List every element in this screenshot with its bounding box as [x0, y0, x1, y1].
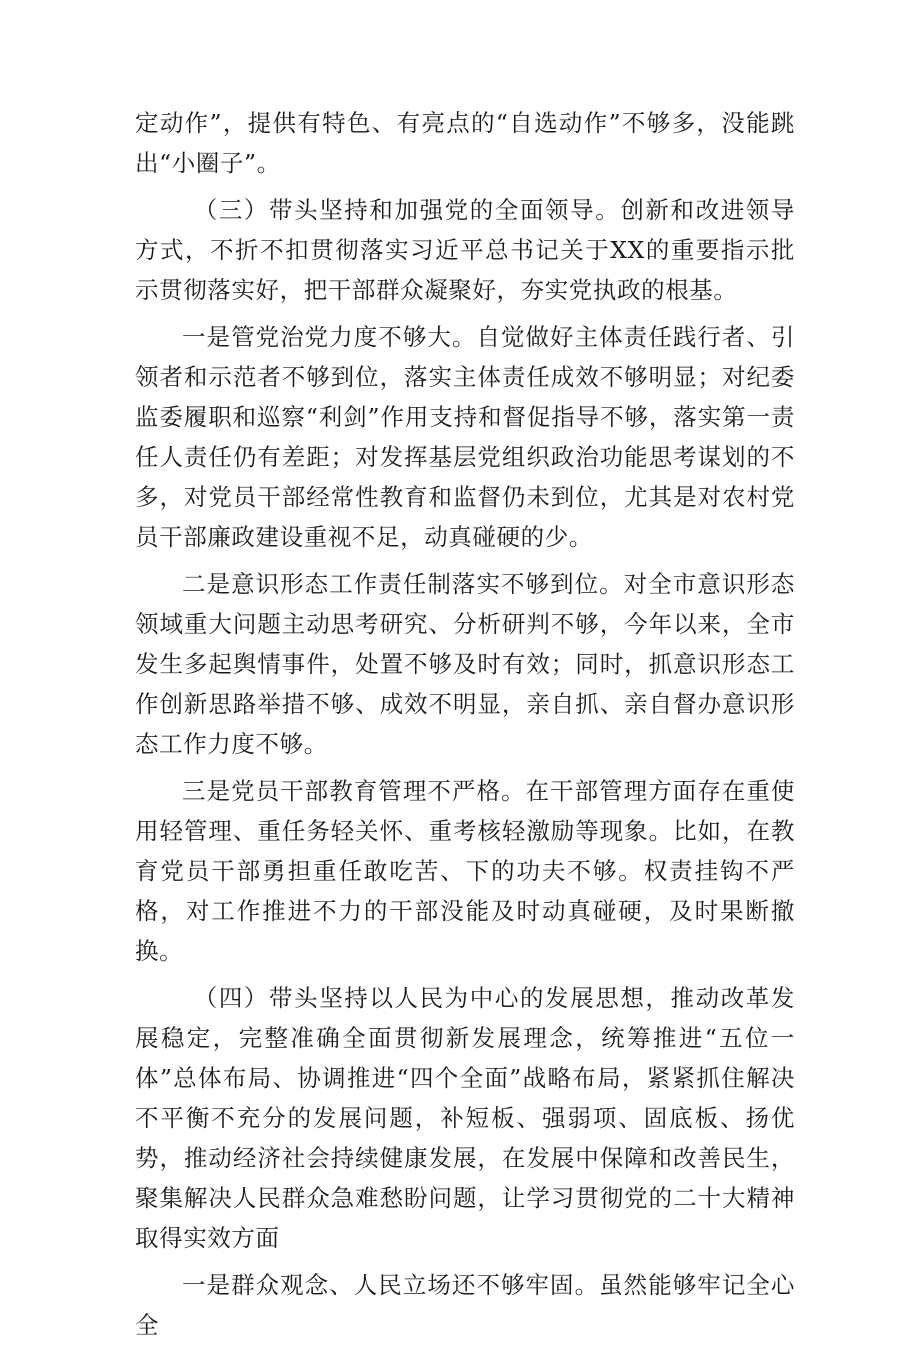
- paragraph-continuation: 定动作”，提供有特色、有亮点的“自选动作”不够多，没能跳出“小圈子”。: [135, 109, 795, 177]
- paragraph-point-one-section-four: 一是群众观念、人民立场还不够牢固。虽然能够牢记全心全: [135, 1271, 795, 1339]
- paragraph-point-two: 二是意识形态工作责任制落实不够到位。对全市意识形态领域重大问题主动思考研究、分析研判不够，今年以来，全市发生多起舆情事件，处置不够及时有效；同时，抓意识形态工作创新思路举措不够、成效不明显，亲自抓、亲自督办意识形态工作力度不够。: [135, 570, 795, 758]
- document-body: [135, 103, 795, 1352]
- paragraph-point-three: 三是党员干部教育管理不严格。在干部管理方面存在重使用轻管理、重任务轻关怀、重考核轻激励等现象。比如，在教育党员干部勇担重任敢吃苦、下的功夫不够。权责挂钩不严格，对工作推进不力的干部没能及时动真碰硬，及时果断撤换。: [135, 777, 795, 965]
- paragraph-point-one: 一是管党治党力度不够大。自觉做好主体责任践行者、引领者和示范者不够到位，落实主体责任成效不够明显；对纪委监委履职和巡察“利剑”作用支持和督促指导不够，落实第一责任人责任仍有差距；对发挥基层党组织政治功能思考谋划的不多，对党员干部经常性教育和监督仍未到位，尤其是对农村党员干部廉政建设重视不足，动真碰硬的少。: [135, 323, 795, 551]
- section-heading-four: （四）带头坚持以人民为中心的发展思想，推动改革发展稳定，完整准确全面贯彻新发展理念，统筹推进“五位一体”总体布局、协调推进“四个全面”战略布局，紧紧抓住解决不平衡不充分的发展问题，补短板、强弱项、固底板、扬优势，推动经济社会持续健康发展，在发展中保障和改善民生，聚集解决人民群众急难愁盼问题，让学习贯彻党的二十大精神取得实效方面: [135, 984, 795, 1252]
- section-heading-three: （三）带头坚持和加强党的全面领导。创新和改进领导方式，不折不扣贯彻落实习近平总书记关于XX的重要指示批示贯彻落实好，把干部群众凝聚好，夯实党执政的根基。: [135, 196, 795, 304]
